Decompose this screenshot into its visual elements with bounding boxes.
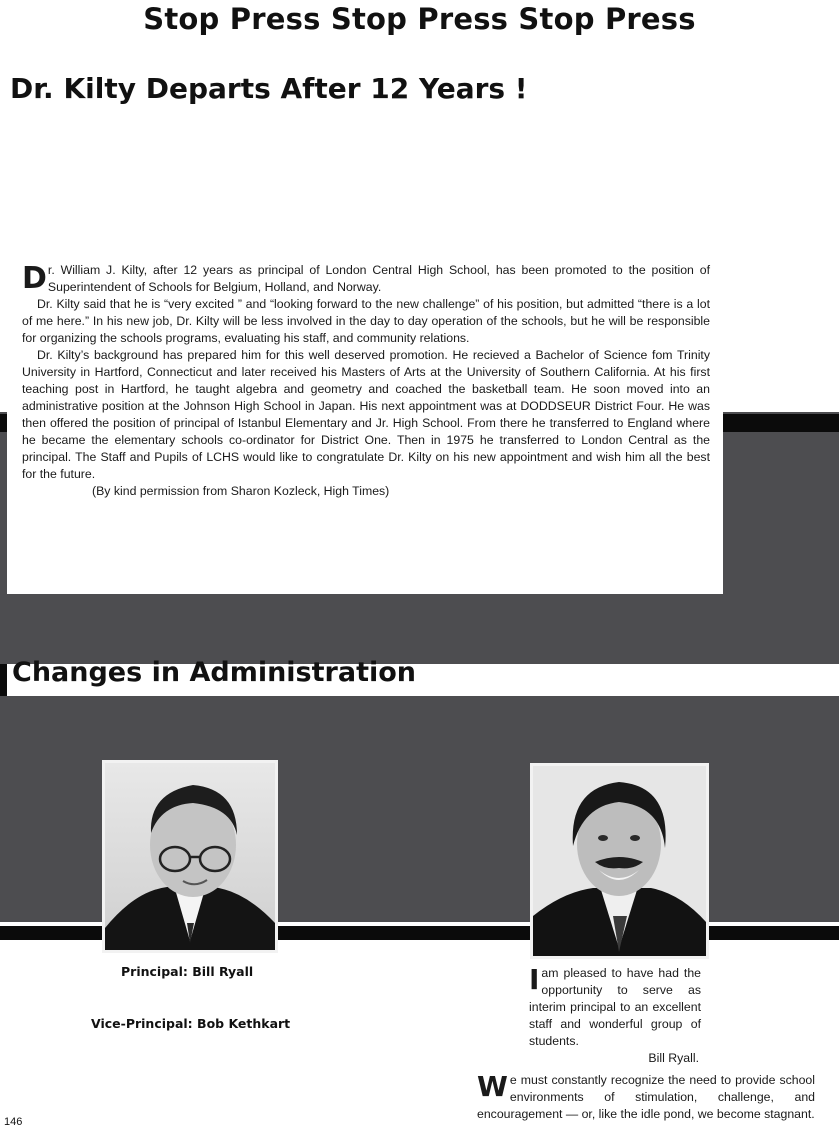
article-headline: Dr. Kilty Departs After 12 Years ! [10,72,528,105]
article-credit: (By kind permission from Sharon Kozleck, High Times) [92,484,390,498]
closing-quote-drop-cap: W [477,1070,508,1103]
page-number: 146 [4,1116,23,1128]
quote-drop-cap: I [529,963,540,996]
stop-press-banner: Stop Press Stop Press Stop Press [143,2,696,36]
principal-quote-text: Iam pleased to have had the opportunity to serve as interim principal to an excellent staff and wonderful group of students. [529,963,701,1048]
principal-caption: Principal: Bill Ryall [121,964,254,979]
article-paragraph-3: Dr. Kilty’s background has prepared him for this well deserved promotion. He recieved a Bachelor of Science fom Trinity University in Hartford, Connecticut and later received his Masters of Arts at the University of Southern California. At his first teaching post in Hartford, he taught algebra and geometry and coached the basketball team. He soon moved into an administrative position at the Johnson High School in Japan. His next appointment was at DODDSEUR District Four. He was then offered the position of principal of Istanbul Elementary and Jr. High School. From there he transferred to England where he became the elementary schools co-ordinator for District One. Then in 1975 he transferred to London Central as the principal. The Staff and Pupils of LCHS would like to congratulate Dr. Kilty on his new appointment and wish him all the best for the future. [22,348,710,481]
article-body [22,262,710,500]
article-paragraph-2: Dr. Kilty said that he is “very excited ” and “looking forward to the new challenge” of his position, but admitted “there is a lot of me here.” In his new job, Dr. Kilty will be less involved in the day to day operation of the schools, but he will be responsible for organizing the schools programs, evaluating his staff, and community relations. [22,297,710,345]
quote-signature: Bill Ryall. [648,1051,699,1065]
section-title: Changes in Administration [12,657,416,688]
section-title-left-mark [0,664,7,696]
vice-principal-photo [530,763,709,959]
principal-photo [102,760,278,953]
principal-quote [529,965,701,1067]
article-drop-cap: D [22,261,47,296]
article-paragraph-1: Dr. William J. Kilty, after 12 years as principal of London Central High School, has been promoted to the position of Superintendent of Schools for Belgium, Holland, and Norway. [22,261,710,296]
closing-quote [477,1072,815,1123]
closing-quote-text: We must constantly recognize the need to provide school environments of stimulation, challenge, and encouragement — or, like the idle pond, we become stagnant. [477,1070,815,1121]
vice-principal-caption: Vice-Principal: Bob Kethkart [91,1016,291,1031]
